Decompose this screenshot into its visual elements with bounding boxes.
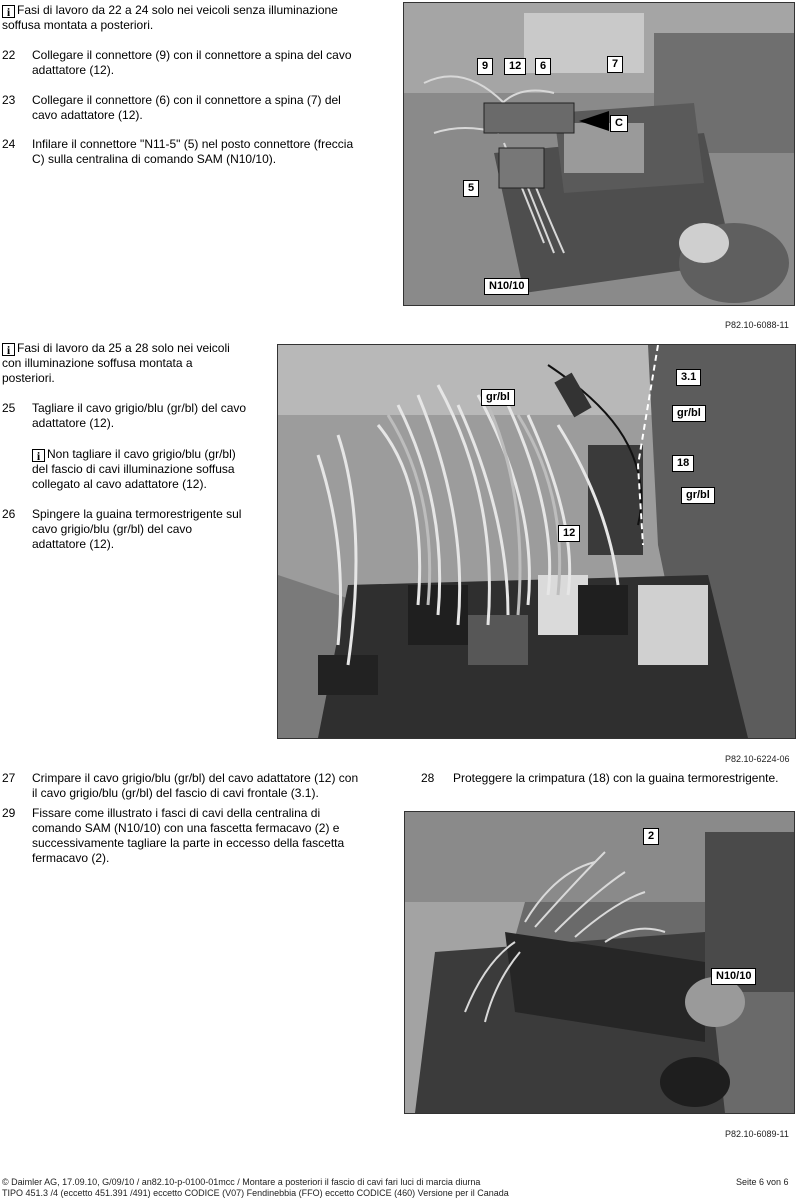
figure-ref: P82.10-6088-11 <box>725 320 789 330</box>
footer-line-1: © Daimler AG, 17.09.10, G/09/10 / an82.10-p-0100-01mcc / Montare a posteriori il fascio di cavi fari luci di marcia diurna <box>2 1177 481 1187</box>
info-icon: i <box>2 343 15 356</box>
label-3-1: 3.1 <box>676 369 701 386</box>
step-24 <box>2 137 364 167</box>
photo-illustration <box>405 812 794 1113</box>
step-26 <box>2 507 247 552</box>
label-n10-10: N10/10 <box>484 278 529 295</box>
figure-ref: P82.10-6224-06 <box>725 754 790 764</box>
photo-illustration <box>404 3 794 305</box>
step-text: Crimpare il cavo grigio/blu (gr/bl) del cavo adattatore (12) con il cavo grigio/blu (gr/bl) del fascio di cavi frontale (3.1). <box>32 771 359 800</box>
step-number: 25 <box>2 401 16 415</box>
step-25 <box>2 401 247 431</box>
step-text: Collegare il connettore (9) con il connettore a spina del cavo adattatore (12). <box>32 48 352 77</box>
info-icon: i <box>32 449 45 462</box>
step-27 <box>2 771 364 801</box>
label-18: 18 <box>672 455 694 472</box>
note-block2 <box>2 341 247 386</box>
step-number: 23 <box>2 93 16 107</box>
note-text: Fasi di lavoro da 22 a 24 solo nei veicoli senza illuminazione soffusa montata a posteriori. <box>2 3 338 32</box>
figure-cable-tie <box>404 811 795 1114</box>
step-22 <box>2 48 364 78</box>
step-number: 29 <box>2 806 16 820</box>
step-number: 27 <box>2 771 16 785</box>
label-6: 6 <box>535 58 551 75</box>
label-2: 2 <box>643 828 659 845</box>
label-5: 5 <box>463 180 479 197</box>
footer-page-number: Seite 6 von 6 <box>736 1177 789 1187</box>
photo-illustration <box>278 345 795 738</box>
step-23 <box>2 93 364 123</box>
step-text: Collegare il connettore (6) con il connettore a spina (7) del cavo adattatore (12). <box>32 93 341 122</box>
label-gr-bl-1: gr/bl <box>481 389 515 406</box>
note-dont-cut <box>32 447 247 492</box>
label-12: 12 <box>558 525 580 542</box>
footer-line-2: TIPO 451.3 /4 (eccetto 451.391 /491) eccetto CODICE (V07) Fendinebbia (FFO) eccetto CODICE (460) Versione per il Canada <box>2 1188 509 1198</box>
label-gr-bl-3: gr/bl <box>681 487 715 504</box>
step-number: 22 <box>2 48 16 62</box>
info-icon: i <box>2 5 15 18</box>
step-text: Spingere la guaina termorestrigente sul cavo grigio/blu (gr/bl) del cavo adattatore (12). <box>32 507 242 551</box>
label-gr-bl-2: gr/bl <box>672 405 706 422</box>
note-text: Non tagliare il cavo grigio/blu (gr/bl) del fascio di cavi illuminazione soffusa collegato al cavo adattatore (12). <box>32 447 236 491</box>
step-number: 28 <box>421 771 435 785</box>
label-c: C <box>610 115 628 132</box>
step-text: Proteggere la crimpatura (18) con la guaina termorestrigente. <box>453 771 779 785</box>
figure-adapter-cable <box>277 344 796 739</box>
note-text: Fasi di lavoro da 25 a 28 solo nei veicoli con illuminazione soffusa montata a posteriori. <box>2 341 230 385</box>
figure-ref: P82.10-6089-11 <box>725 1129 789 1139</box>
label-7: 7 <box>607 56 623 73</box>
step-29 <box>2 806 364 866</box>
label-12: 12 <box>504 58 526 75</box>
step-number: 26 <box>2 507 16 521</box>
note-block1 <box>2 3 362 33</box>
step-text: Fissare come illustrato i fasci di cavi della centralina di comando SAM (N10/10) con una fascetta fermacavo (2) e successivamente tagliare la parte in eccesso della fascetta fermacavo (2). <box>32 806 345 865</box>
label-9: 9 <box>477 58 493 75</box>
step-text: Tagliare il cavo grigio/blu (gr/bl) del cavo adattatore (12). <box>32 401 247 430</box>
label-n10-10: N10/10 <box>711 968 756 985</box>
step-28 <box>421 771 793 786</box>
step-text: Infilare il connettore "N11-5" (5) nel posto connettore (freccia C) sulla centralina di comando SAM (N10/10). <box>32 137 354 166</box>
step-number: 24 <box>2 137 16 151</box>
figure-sam-connectors <box>403 2 795 306</box>
